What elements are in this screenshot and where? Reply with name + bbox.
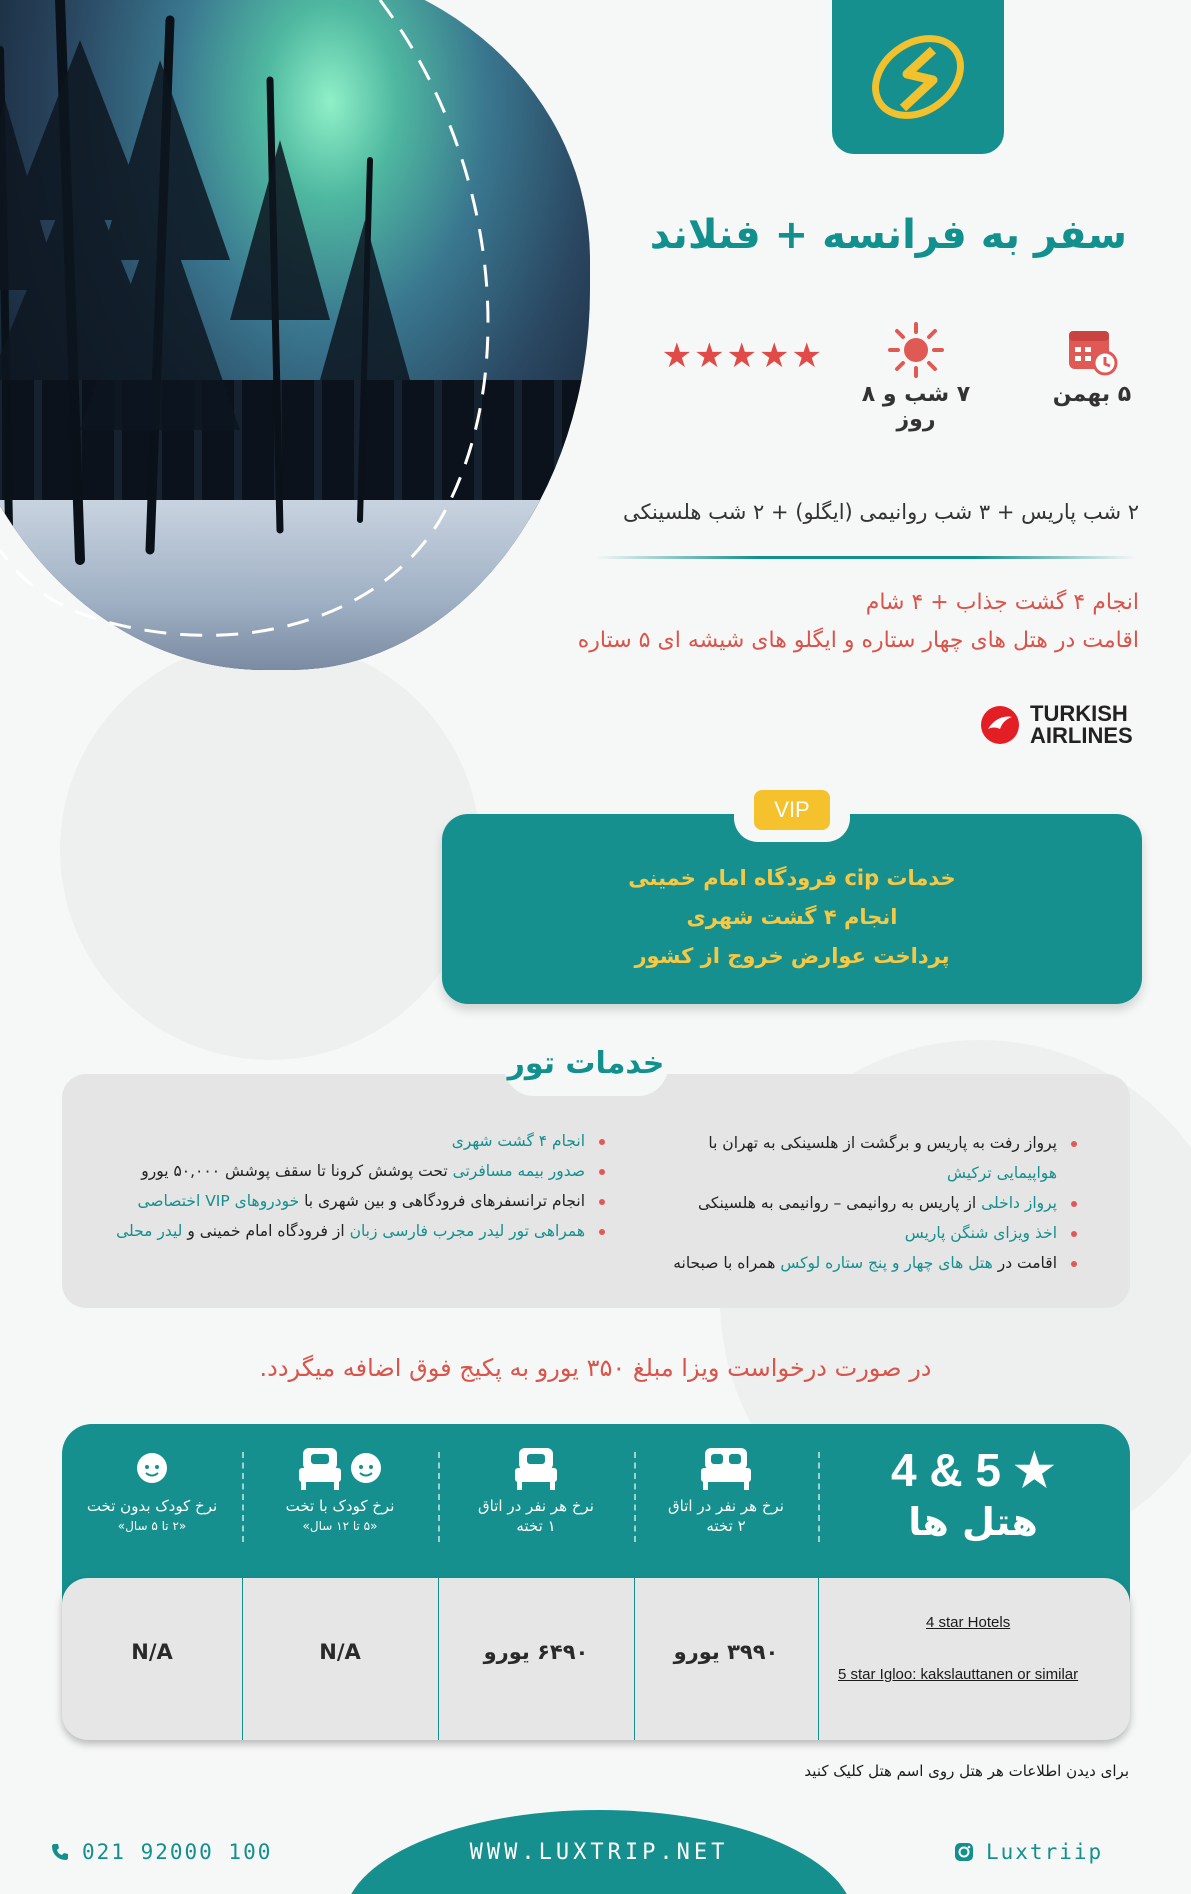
instagram-contact[interactable] [954, 1840, 1103, 1864]
hotels-column-header [828, 1440, 1118, 1560]
header-line: نرخ کودک با تخت [285, 1497, 395, 1515]
sun-icon [886, 320, 946, 380]
turkish-airlines-icon [980, 705, 1020, 745]
column-separator [818, 1452, 820, 1542]
header-line: ۲ تخته [706, 1517, 746, 1535]
hotels-star-count: 4 & 5 [891, 1444, 1001, 1496]
hotels-label: هتل ها [908, 1500, 1038, 1544]
cell-separator [242, 1578, 243, 1740]
service-item: همراهی تور لیدر مجرب فارسی زبان از فرودگاه امام خمینی و لیدر محلی [107, 1216, 607, 1246]
service-item: پرواز داخلی از پاریس به روانیمی – روانیمی به هلسینکی [619, 1188, 1079, 1218]
double-room-header [636, 1440, 816, 1560]
airline-name-line2: AIRLINES [1030, 723, 1133, 748]
highlight-hotels: اقامت در هتل های چهار ستاره و ایگلو های شیشه ای ۵ ستاره [577, 628, 1139, 653]
cell-separator [634, 1578, 635, 1740]
highlight-tours: انجام ۴ گشت جذاب + ۴ شام [865, 590, 1139, 615]
service-item: صدور بیمه مسافرتی تحت پوشش کرونا تا سقف پوشش ۵۰,۰۰۰ یورو [107, 1156, 607, 1186]
vip-item: انجام ۴ گشت شهری [686, 905, 898, 929]
service-item: انجام ۴ گشت شهری [107, 1126, 607, 1156]
service-item: اقامت در هتل های چهار و پنج ستاره لوکس همراه با صبحانه [619, 1248, 1079, 1278]
column-separator [438, 1452, 440, 1542]
hotel-click-note: برای دیدن اطلاعات هر هتل روی اسم هتل کلیک کنید [804, 1762, 1129, 1780]
services-list-left [107, 1126, 607, 1246]
child-face-icon [135, 1451, 169, 1485]
header-line: نرخ هر نفر در اتاق [668, 1497, 784, 1515]
single-bed-icon [297, 1444, 343, 1492]
column-separator [242, 1452, 244, 1542]
service-item: اخذ ویزای شنگن پاریس [619, 1218, 1079, 1248]
phone-icon [50, 1842, 70, 1862]
rating-stars: ★★★★★ [661, 336, 824, 376]
feature-date [1042, 318, 1142, 407]
vip-badge: VIP [754, 790, 830, 830]
website-link[interactable]: WWW.LUXTRIP.NET [469, 1840, 729, 1865]
duration-label: ۷ شب و ۸ روز [861, 382, 971, 432]
star-icon: ★ [1013, 1444, 1055, 1496]
services-title: خدمات تور [507, 1046, 665, 1081]
single-room-header [446, 1440, 626, 1560]
double-bed-icon [699, 1444, 753, 1492]
price-child-without-bed: N/A [131, 1640, 173, 1664]
itinerary: ۲ شب پاریس + ۳ شب روانیمی (ایگلو) + ۲ شب هلسینکی [622, 500, 1139, 524]
instagram-handle: Luxtriip [986, 1840, 1104, 1864]
luxtrip-logo-icon [863, 22, 973, 132]
cell-separator [438, 1578, 439, 1740]
header-line: «۲ تا ۵ سال» [117, 1519, 187, 1533]
airline-name-line1: TURKISH [1030, 701, 1128, 726]
phone-number: 021 92000 100 [82, 1840, 273, 1864]
hotel-link-4-star[interactable]: 4 star Hotels [926, 1614, 1011, 1631]
divider [596, 556, 1136, 559]
vip-item: خدمات cip فرودگاه امام خمینی [628, 866, 956, 890]
service-item-continued: هواپیمایی ترکیش [946, 1164, 1057, 1182]
brand-logo[interactable] [832, 0, 1004, 154]
price-child-with-bed: N/A [319, 1640, 361, 1664]
calendar-icon [1065, 323, 1119, 377]
date-label: ۵ بهمن [1052, 382, 1132, 407]
child-without-bed-header [72, 1440, 232, 1560]
feature-duration [846, 318, 986, 432]
phone-contact[interactable] [50, 1840, 272, 1864]
visa-note: در صورت درخواست ویزا مبلغ ۳۵۰ یورو به پکیج فوق اضافه میگردد. [259, 1354, 932, 1382]
header-line: ۱ تخته [516, 1517, 556, 1535]
hotel-link-5-star-igloo[interactable]: 5 star Igloo: kakslauttanen or similar [838, 1666, 1079, 1683]
service-item: پرواز رفت به پاریس و برگشت از هلسینکی به تهران با [619, 1128, 1079, 1158]
column-separator [634, 1452, 636, 1542]
header-line: «۵ تا ۱۲ سال» [302, 1519, 378, 1533]
single-bed-icon [513, 1444, 559, 1492]
instagram-icon [954, 1842, 974, 1862]
header-line: نرخ کودک بدون تخت [86, 1497, 218, 1515]
feature-rating [661, 336, 824, 376]
cell-separator [818, 1578, 819, 1740]
airline-logo [980, 703, 1133, 747]
header-line: نرخ هر نفر در اتاق [478, 1497, 594, 1515]
price-single: ۶۴۹۰ یورو [483, 1640, 589, 1664]
child-with-bed-header [250, 1440, 430, 1560]
tour-title: سفر به فرانسه + فنلاند [649, 212, 1127, 258]
services-list-right [619, 1128, 1079, 1278]
price-double: ۳۹۹۰ یورو [673, 1640, 779, 1664]
child-face-icon [349, 1451, 383, 1485]
hero-image [0, 0, 590, 670]
hero-trees [0, 0, 590, 670]
service-item: انجام ترانسفرهای فرودگاهی و بین شهری با خودروهای VIP اختصاصی [107, 1186, 607, 1216]
background-shape [60, 640, 480, 1060]
vip-item: پرداخت عوارض خروج از کشور [634, 944, 950, 968]
